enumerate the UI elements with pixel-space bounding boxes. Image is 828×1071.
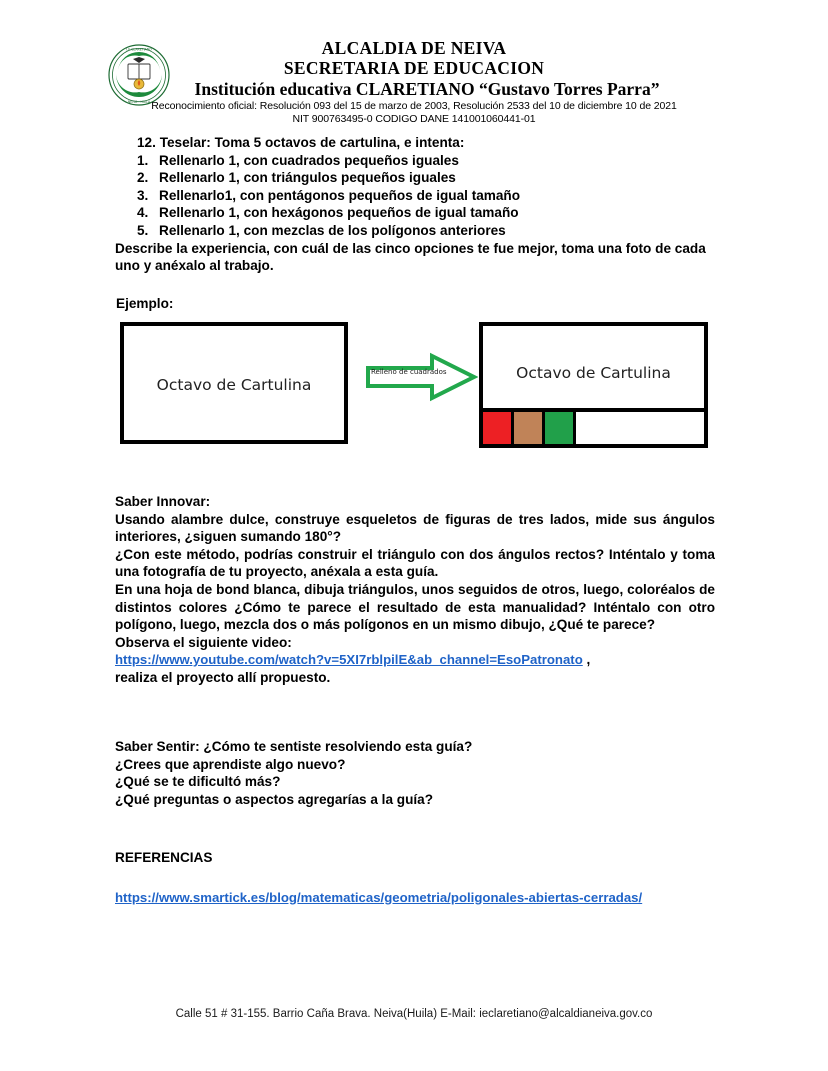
green-square bbox=[545, 412, 576, 444]
activity-section bbox=[115, 134, 715, 275]
example-right-card-top bbox=[483, 326, 704, 412]
red-square bbox=[483, 412, 514, 444]
saber-innovar-paragraph-2: ¿Con este método, podrías construir el triángulo con dos ángulos rectos? Inténtalo y toma una fotografía de tu proyecto, anéxala a esta guía. bbox=[115, 546, 715, 580]
references-link-row bbox=[115, 889, 715, 907]
header-recognition-line: Reconocimiento oficial: Resolución 093 del 15 de marzo de 2003, Resolución 2533 del 10 de diciembre 10 de 2021 bbox=[151, 100, 677, 112]
list-item bbox=[115, 222, 715, 240]
header-nit-line: NIT 900763495-0 CODIGO DANE 141001060441-01 bbox=[292, 113, 536, 125]
example-left-card-text: Octavo de Cartulina bbox=[156, 376, 312, 394]
svg-text:NEIVA - HUILA: NEIVA - HUILA bbox=[127, 100, 151, 104]
list-item-label: Rellenarlo 1, con hexágonos pequeños de igual tamaño bbox=[159, 205, 519, 221]
list-item-number: 1. bbox=[137, 152, 149, 168]
saber-innovar-paragraph-3: En una hoja de bond blanca, dibuja triángulos, unos seguidos de otros, luego, coloréalos de distintos colores ¿Cómo te parece el resultado de esta manualidad? Inténtalo con otro polígono, luego, mezcla dos o más polígonos en un mismo dibujo, ¿Qué te parece? bbox=[115, 581, 715, 633]
example-right-card bbox=[479, 322, 708, 448]
saber-sentir-line-4: ¿Qué preguntas o aspectos agregarías a la guía? bbox=[115, 791, 434, 807]
header-title-alcaldia: ALCALDIA DE NEIVA bbox=[321, 38, 507, 58]
list-item bbox=[115, 187, 715, 205]
video-intro-text: Observa el siguiente video: bbox=[115, 634, 292, 650]
references-title: REFERENCIAS bbox=[115, 850, 213, 865]
process-arrow-icon bbox=[366, 352, 478, 402]
activity-question-number: 12. bbox=[137, 135, 156, 150]
video-link-row bbox=[115, 651, 715, 669]
activity-question bbox=[137, 134, 715, 152]
list-item bbox=[115, 169, 715, 187]
example-left-card bbox=[120, 322, 348, 444]
activity-question-text: Teselar: Toma 5 octavos de cartulina, e intenta: bbox=[159, 135, 465, 150]
video-follow-up-text: realiza el proyecto allí propuesto. bbox=[115, 669, 331, 685]
list-item-label: Rellenarlo 1, con cuadrados pequeños iguales bbox=[159, 152, 459, 168]
list-item-label: Rellenarlo 1, con mezclas de los polígonos anteriores bbox=[159, 222, 506, 238]
header-title-secretaria: SECRETARIA DE EDUCACION bbox=[283, 58, 545, 78]
saber-sentir-line-2: ¿Crees que aprendiste algo nuevo? bbox=[115, 756, 346, 772]
saber-innovar-section bbox=[115, 493, 715, 687]
example-right-card-text: Octavo de Cartulina bbox=[516, 364, 671, 382]
page-footer: Calle 51 # 31-155. Barrio Caña Brava. Neiva(Huila) E-Mail: ieclaretiano@alcaldianeiva.gov.co bbox=[175, 1008, 653, 1020]
tan-square bbox=[514, 412, 545, 444]
saber-sentir-line-3: ¿Qué se te dificultó más? bbox=[115, 774, 281, 790]
saber-sentir-line-1: Saber Sentir: ¿Cómo te sentiste resolviendo esta guía? bbox=[115, 739, 473, 754]
list-item-label: Rellenarlo 1, con triángulos pequeños iguales bbox=[159, 170, 456, 186]
list-item-number: 3. bbox=[137, 187, 149, 203]
saber-innovar-title: Saber Innovar: bbox=[115, 494, 211, 509]
activity-closing-paragraph: Describe la experiencia, con cuál de las cinco opciones te fue mejor, toma una foto de cada uno y anéxalo al trabajo. bbox=[115, 240, 706, 274]
example-label: Ejemplo: bbox=[116, 296, 174, 311]
list-item-label: Rellenarlo1, con pentágonos pequeños de igual tamaño bbox=[159, 187, 521, 203]
smartick-link[interactable]: https://www.smartick.es/blog/matematicas/geometria/poligonales-abiertas-cerradas/ bbox=[115, 889, 643, 905]
svg-text:I.E CLARETIANO: I.E CLARETIANO bbox=[126, 47, 152, 52]
empty-space bbox=[576, 412, 704, 444]
youtube-link[interactable]: https://www.youtube.com/watch?v=5XI7rblpilE&ab_channel=EsoPatronato bbox=[115, 652, 583, 668]
list-item bbox=[115, 152, 715, 170]
header-title-institucion: Institución educativa CLARETIANO “Gustavo Torres Parra” bbox=[194, 79, 660, 99]
video-link-trailing-comma: , bbox=[586, 652, 591, 668]
saber-sentir-section bbox=[115, 738, 715, 808]
list-item-number: 5. bbox=[137, 222, 149, 238]
process-arrow-label: Relleno de cuadrados bbox=[371, 368, 447, 376]
saber-innovar-paragraph-1: Usando alambre dulce, construye esqueletos de figuras de tres lados, mide sus ángulos interiores, ¿siguen sumando 180°? bbox=[115, 511, 715, 545]
document-header bbox=[0, 38, 828, 126]
list-item-number: 4. bbox=[137, 205, 149, 221]
references-section bbox=[115, 849, 715, 907]
activity-item-list bbox=[115, 152, 715, 240]
list-item bbox=[115, 204, 715, 222]
example-fill-strip bbox=[483, 412, 704, 444]
list-item-number: 2. bbox=[137, 170, 149, 186]
